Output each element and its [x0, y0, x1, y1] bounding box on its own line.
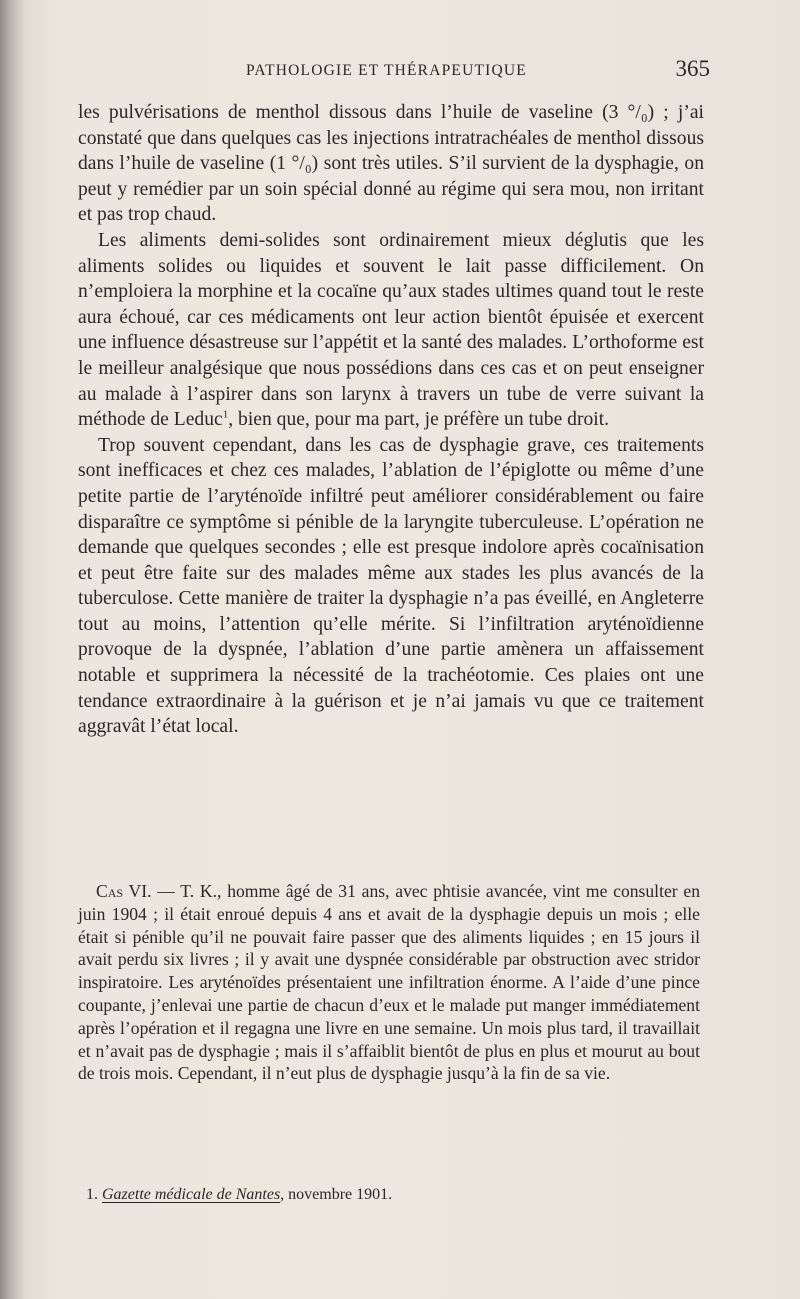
- case-report: [78, 880, 700, 1085]
- footnote-journal: Gazette médicale de Nantes: [102, 1186, 281, 1203]
- running-title: PATHOLOGIE ET THÉRAPEUTIQUE: [246, 62, 527, 79]
- page-header: [78, 56, 710, 86]
- paragraph-3: Trop souvent cependant, dans les cas de dysphagie grave, ces traitements sont inefficaces et chez ces malades, l’ablation de l’épiglotte ou même d’une petite partie de l’aryténoïde infiltré peut améliorer considérablement ou faire disparaître ce symptôme si pénible de la laryngite tuberculeuse. L’opération ne demande que quelques secondes ; elle est presque indolore après cocaïnisation et peut être faite sur des malades même aux stades les plus avancés de la tuberculose. Cette manière de traiter la dysphagie n’a pas éveillé, en Angleterre tout au moins, l’attention qu’elle mérite. Si l’infiltration aryténoïdienne provoque de la dyspnée, l’ablation d’une partie amènera un affaissement notable et supprimera la nécessité de la trachéotomie. Ces plaies ont une tendance extraordinaire à la guérison et je n’ai jamais vu que ce traitement aggravât l’état local.: [78, 434, 704, 738]
- case-label: Cas VI.: [96, 881, 152, 901]
- paragraph-2-text: Les aliments demi-solides sont ordinairement mieux déglutis que les aliments solides ou liquides et souvent le lait passe difficilement. On n’emploiera la morphine et la cocaïne qu’aux stades ultimes quand tout le reste aura échoué, car ces médicaments ont leur action bientôt épuisée et exercent une influence désastreuse sur l’appétit et la santé des malades. L’orthoforme est le meilleur analgésique que nous possédions dans ces cas et on peut enseigner au malade à l’aspirer dans son larynx à travers un tube de verre suivant la méthode de Leduc: [78, 229, 704, 431]
- book-spine-shadow: [0, 0, 24, 1299]
- paragraph-2-tail: , bien que, pour ma part, je préfère un tube droit.: [228, 409, 610, 431]
- page-number: 365: [675, 56, 710, 81]
- main-text: [78, 100, 704, 740]
- case-body: — T. K., homme âgé de 31 ans, avec phtisie avancée, vint me consulter en juin 1904 ; il était enroué depuis 4 ans et avait de la dysphagie depuis un mois ; elle était si pénible qu’il ne pouvait faire passer que des aliments liquides ; en 15 jours il avait perdu six livres ; il y avait une dyspnée considérable par obstruction avec stridor inspiratoire. Les aryténoïdes présentaient une infiltration énorme. A l’aide d’une pince coupante, j’enlevai une partie de chacun d’eux et le malade put manger immédiatement après l’opération et il regagna une livre en une semaine. Un mois plus tard, il travaillait et n’avait pas de dysphagie ; mais il s’affaiblit bientôt de plus en plus et mourut au bout de trois mois. Cependant, il n’eut plus de dysphagie jusqu’à la fin de sa vie.: [78, 881, 701, 1084]
- footnote-reference: 1: [222, 408, 229, 421]
- paragraph-1: les pulvérisations de menthol dissous dans l’huile de vaseline (3 °/₀) ; j’ai constaté que dans quelques cas les injections intratrachéales de menthol dissous dans l’huile de vaseline (1 °/₀) sont très utiles. S’il survient de la dysphagie, on peut y remédier par un soin spécial donné au régime qui sera mou, non irritant et pas trop chaud.: [78, 102, 704, 226]
- footnote-number: 1.: [86, 1186, 98, 1203]
- paragraph-2: [78, 228, 704, 433]
- case-paragraph: [78, 880, 700, 1085]
- footnote: [86, 1186, 686, 1204]
- footnote-date: , novembre 1901.: [280, 1186, 393, 1203]
